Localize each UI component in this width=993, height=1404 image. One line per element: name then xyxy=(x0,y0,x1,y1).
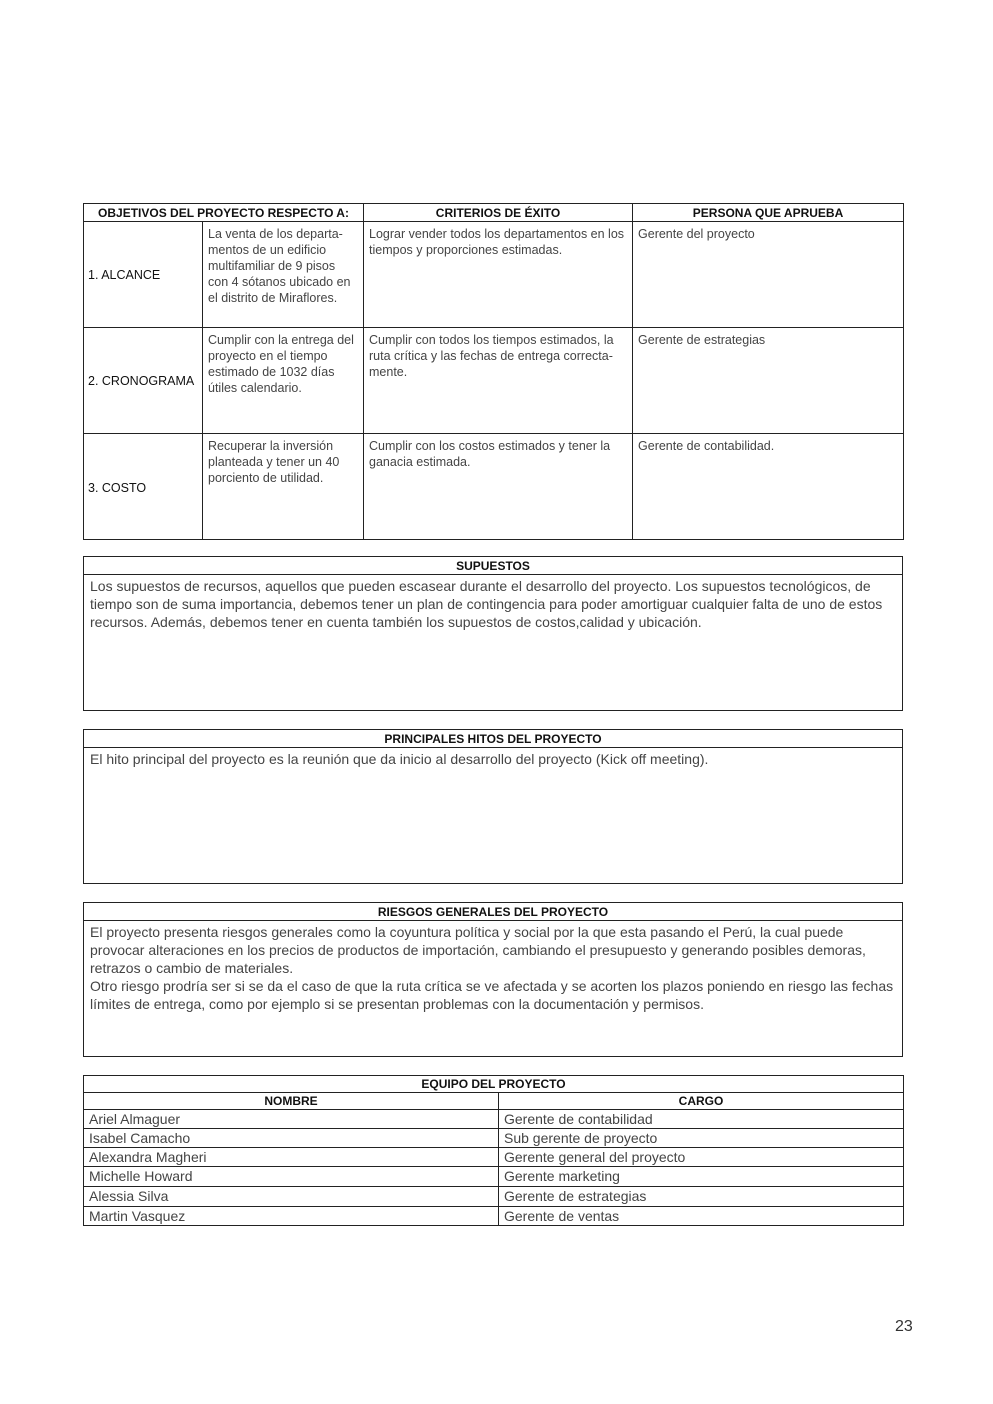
hitos-text: El hito principal del proyecto es la reunión que da inicio al desarrollo del proyecto (Kick off meeting). xyxy=(84,748,903,884)
team-table xyxy=(83,1075,904,1226)
riesgos-paragraph-2: Otro riesgo prodría ser si se da el caso de que la ruta crítica se ve afectada y se acorten los plazos poniendo en riesgo las fechas límites de entrega, como por ejemplo si se presentan problemas con la documentación y permisos. xyxy=(90,978,894,1012)
hitos-title: PRINCIPALES HITOS DEL PROYECTO xyxy=(84,730,903,748)
member-name: Martin Vasquez xyxy=(84,1207,499,1226)
riesgos-body xyxy=(84,921,903,1057)
member-name: Michelle Howard xyxy=(84,1167,499,1187)
objective-row-alcance xyxy=(84,222,904,328)
objective-cell: Recuperar la inversión planteada y tener un 40 porciento de utilidad. xyxy=(203,434,364,540)
name-column-header: NOMBRE xyxy=(84,1093,499,1110)
member-name: Alessia Silva xyxy=(84,1187,499,1207)
supuestos-text: Los supuestos de recursos, aquellos que pueden escasear durante el desarrollo del proyecto. Los supuestos tecnológicos, de tiempo son de suma importancia, debemos tener un plan de contingencia para poder amortiguar cualquier falta de uno de estos recursos. Además, debemos tener en cuenta también los supuestos de costos,calidad y ubicación. xyxy=(84,575,903,711)
row-label: 3. COSTO xyxy=(84,434,203,540)
approver-cell: Gerente del proyecto xyxy=(633,222,904,328)
member-name: Ariel Almaguer xyxy=(84,1110,499,1129)
riesgos-title: RIESGOS GENERALES DEL PROYECTO xyxy=(84,903,903,921)
row-label: 2. CRONOGRAMA xyxy=(84,328,203,434)
member-role: Gerente de estrategias xyxy=(499,1187,904,1207)
member-name: Isabel Camacho xyxy=(84,1129,499,1148)
member-role: Gerente de contabilidad xyxy=(499,1110,904,1129)
objective-cell: La venta de los departa- mentos de un edificio multifamiliar de 9 pisos con 4 sótanos ubicado en el distrito de Miraflores. xyxy=(203,222,364,328)
approver-cell: Gerente de contabilidad. xyxy=(633,434,904,540)
objective-cell: Cumplir con la entrega del proyecto en el tiempo estimado de 1032 días útiles calendario. xyxy=(203,328,364,434)
riesgos-section xyxy=(83,902,903,1057)
supuestos-section xyxy=(83,556,903,711)
riesgos-paragraph-1: El proyecto presenta riesgos generales como la coyuntura política y social por la que esta pasando el Perú, la cual puede provocar alteraciones en los precios de productos de importación, cambiando el presupuesto y generando posibles demoras, retrazos o cambio de materiales. xyxy=(90,924,866,976)
objective-row-costo xyxy=(84,434,904,540)
page-number: 23 xyxy=(895,1318,913,1335)
criteria-header: CRITERIOS DE ÉXITO xyxy=(364,204,633,222)
objective-row-cronograma xyxy=(84,328,904,434)
member-role: Gerente marketing xyxy=(499,1167,904,1187)
member-name: Alexandra Magheri xyxy=(84,1148,499,1167)
member-role: Sub gerente de proyecto xyxy=(499,1129,904,1148)
supuestos-title: SUPUESTOS xyxy=(84,557,903,575)
team-row xyxy=(84,1110,904,1129)
row-label: 1. ALCANCE xyxy=(84,222,203,328)
member-role: Gerente general del proyecto xyxy=(499,1148,904,1167)
role-column-header: CARGO xyxy=(499,1093,904,1110)
member-role: Gerente de ventas xyxy=(499,1207,904,1226)
criteria-cell: Cumplir con los costos estimados y tener la ganacia estimada. xyxy=(364,434,633,540)
team-row xyxy=(84,1187,904,1207)
team-row xyxy=(84,1167,904,1187)
hitos-section xyxy=(83,729,903,884)
approver-header: PERSONA QUE APRUEBA xyxy=(633,204,904,222)
criteria-cell: Cumplir con todos los tiempos estimados, la ruta crítica y las fechas de entrega correcta- mente. xyxy=(364,328,633,434)
team-row xyxy=(84,1129,904,1148)
team-row xyxy=(84,1148,904,1167)
objectives-table xyxy=(83,203,904,540)
team-title: EQUIPO DEL PROYECTO xyxy=(84,1076,904,1093)
approver-cell: Gerente de estrategias xyxy=(633,328,904,434)
criteria-cell: Lograr vender todos los departamentos en los tiempos y proporciones estimadas. xyxy=(364,222,633,328)
team-row xyxy=(84,1207,904,1226)
objectives-header: OBJETIVOS DEL PROYECTO RESPECTO A: xyxy=(84,204,364,222)
